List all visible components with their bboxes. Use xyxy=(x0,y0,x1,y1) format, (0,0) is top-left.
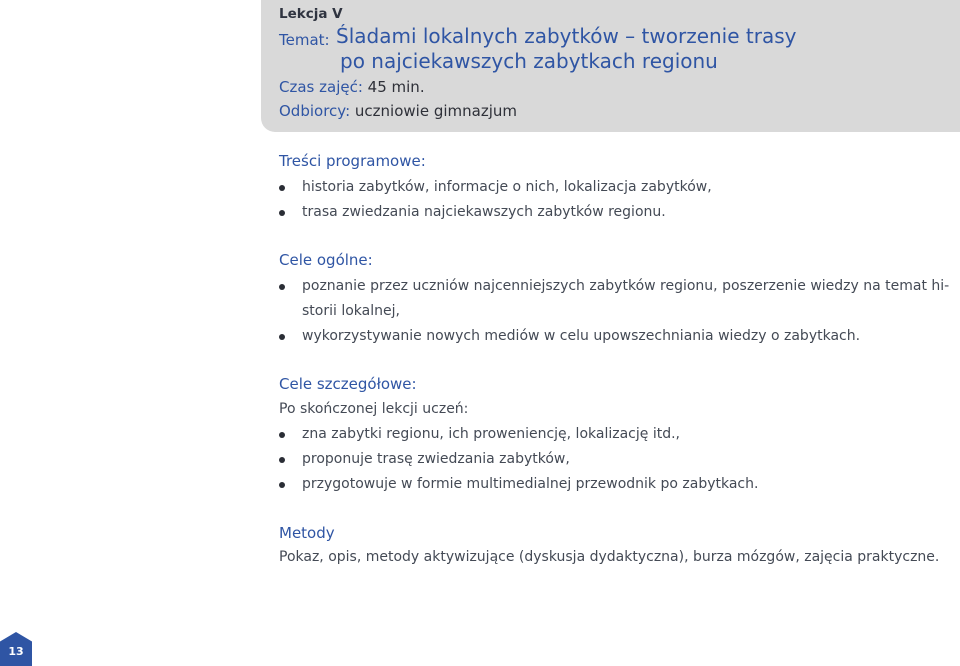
list-item: przygotowuje w formie multimedialnej przewodnik po zabytkach. xyxy=(279,472,959,497)
lesson-time xyxy=(279,78,425,96)
general-goals-title: Cele ogólne: xyxy=(279,251,373,269)
lesson-audience xyxy=(279,102,517,120)
bullet-icon xyxy=(279,210,285,216)
bullet-icon xyxy=(279,482,285,488)
list-item: zna zabytki regionu, ich proweniencję, lokalizację itd., xyxy=(279,422,959,447)
bullet-icon xyxy=(279,432,285,438)
time-value: 45 min. xyxy=(367,78,425,96)
bullet-icon xyxy=(279,457,285,463)
topic-title-line1: Śladami lokalnych zabytków – tworzenie trasy xyxy=(336,24,797,48)
curriculum-list xyxy=(279,175,959,225)
list-item-continuation: storii lokalnej, xyxy=(302,303,400,319)
bullet-icon xyxy=(279,284,285,290)
lesson-number: Lekcja V xyxy=(279,6,343,22)
list-item: trasa zwiedzania najciekawszych zabytków regionu. xyxy=(279,200,959,225)
general-goals-list xyxy=(279,274,959,349)
audience-value: uczniowie gimnazjum xyxy=(354,102,517,120)
list-item: proponuje trasę zwiedzania zabytków, xyxy=(279,447,959,472)
bullet-icon xyxy=(279,185,285,191)
audience-label: Odbiorcy: xyxy=(279,102,351,120)
list-item: poznanie przez uczniów najcenniejszych zabytków regionu, poszerzenie wiedzy na temat hi- xyxy=(279,274,959,299)
topic-label: Temat: xyxy=(279,31,330,49)
specific-goals-list xyxy=(279,422,959,497)
specific-goals-intro: Po skończonej lekcji uczeń: xyxy=(279,401,469,417)
list-item: historia zabytków, informacje o nich, lokalizacja zabytków, xyxy=(279,175,959,200)
time-label: Czas zajęć: xyxy=(279,78,363,96)
topic-title-line2: po najciekawszych zabytkach regionu xyxy=(340,49,718,73)
methods-title: Metody xyxy=(279,524,335,542)
methods-text: Pokaz, opis, metody aktywizujące (dyskusja dydaktyczna), burza mózgów, zajęcia praktyczne. xyxy=(279,549,940,565)
bullet-icon xyxy=(279,334,285,340)
curriculum-title: Treści programowe: xyxy=(279,152,426,170)
list-item: wykorzystywanie nowych mediów w celu upowszechniania wiedzy o zabytkach. xyxy=(279,324,959,349)
specific-goals-title: Cele szczegółowe: xyxy=(279,375,417,393)
page-number: 13 xyxy=(8,645,24,658)
